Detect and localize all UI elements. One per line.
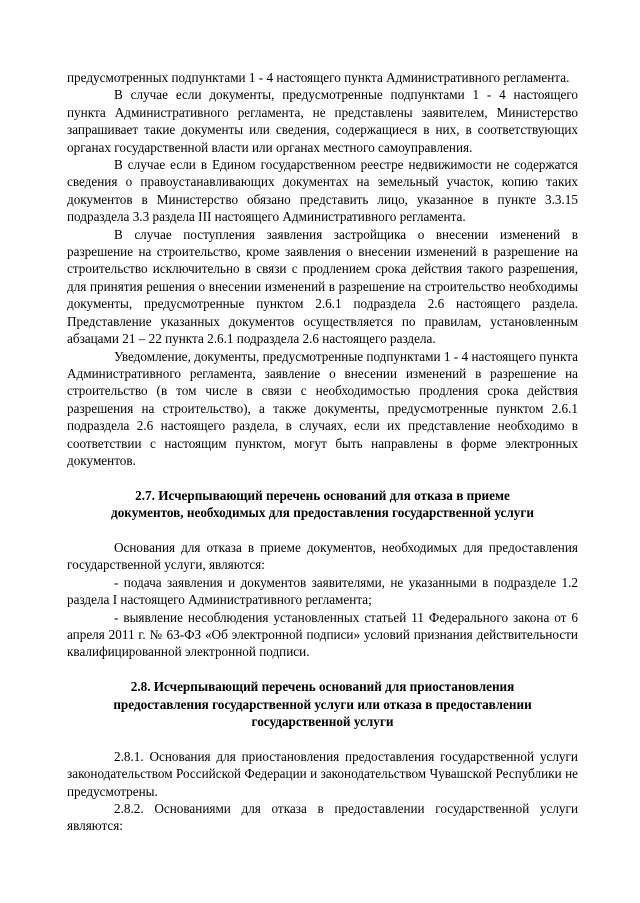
spacer xyxy=(67,730,578,747)
paragraph-egrn: В случае если в Едином государственном реестре недвижимости не содержатся сведения о правоустанавливающих документах на земельный участок, копию таких документов в Министерство обязано представить лицо, указанное в пункте 3.3.15 подраздела 3.3 раздела III настоящего Административного регламента. xyxy=(67,157,578,225)
spacer xyxy=(67,661,578,678)
heading-line: государственной услуги xyxy=(251,713,394,729)
spacer xyxy=(67,522,578,539)
heading-line: предоставления государственной услуги или отказа в предоставлении xyxy=(113,696,532,712)
section-2-7-heading xyxy=(67,487,578,522)
document-page xyxy=(67,69,578,835)
paragraph-changes-request: В случае поступления заявления застройщика о внесении изменений в разрешение на строительство, кроме заявления о внесении изменений в разрешение на строительство исключительно в связи с продлением срока действия такого разрешения, для принятия решения о внесении изменений в разрешение на строительство необходимы документы, предусмотренные пунктом 2.6.1 подраздела 2.6 настоящего раздела. Представление указанных документов осуществляется по правилам, установленным абзацами 21 – 22 пункта 2.6.1 подраздела 2.6 настоящего раздела. xyxy=(67,226,578,347)
heading-line: документов, необходимых для предоставления государственной услуги xyxy=(111,505,534,521)
paragraph-refusal-grounds: Основания для отказа в приеме документов, необходимых для предоставления государственной услуги, являются: xyxy=(67,539,578,573)
heading-line: 2.8. Исчерпывающий перечень оснований для приостановления xyxy=(130,679,515,695)
paragraph-2-8-1: 2.8.1. Основания для приостановления предоставления государственной услуги законодательством Российской Федерации и законодательством Чувашской Республики не предусмотрены. xyxy=(67,748,578,799)
paragraph-continuation: предусмотренных подпунктами 1 - 4 настоящего пункта Административного регламента. xyxy=(67,70,570,85)
paragraph-2-8-2: 2.8.2. Основаниями для отказа в предоставлении государственной услуги являются: xyxy=(67,801,578,834)
spacer xyxy=(67,469,578,486)
list-item-signature-invalid: - выявление несоблюдения установленных статьей 11 Федерального закона от 6 апреля 2011 г. № 63-ФЗ «Об электронной подписи» условий признания действительности квалифицированной электронной подписи. xyxy=(67,609,578,660)
paragraph-electronic-docs: Уведомление, документы, предусмотренные подпунктами 1 - 4 настоящего пункта Административного регламента, заявление о внесении изменений в разрешение на строительство (в том числе в связи с необходимостью продления срока действия разрешения на строительство), а также документы, предусмотренные пунктом 2.6.1 подраздела 2.6 настоящего раздела, в случаях, если их представление необходимо в соответствии с настоящим пунктом, могут быть направлены в форме электронных документов. xyxy=(67,348,578,468)
paragraph-docs-not-provided: В случае если документы, предусмотренные подпунктами 1 - 4 настоящего пункта Административного регламента, не представлены заявителем, Министерство запрашивает такие документы или сведения, содержащиеся в них, в соответствующих органах государственной власти или органах местного самоуправления. xyxy=(67,87,578,155)
section-2-8-heading xyxy=(67,678,578,730)
list-item-unauthorized-applicant: - подача заявления и документов заявителями, не указанными в подразделе 1.2 раздела I настоящего Административного регламента; xyxy=(67,574,578,608)
heading-line: 2.7. Исчерпывающий перечень оснований для отказа в приеме xyxy=(135,487,510,503)
